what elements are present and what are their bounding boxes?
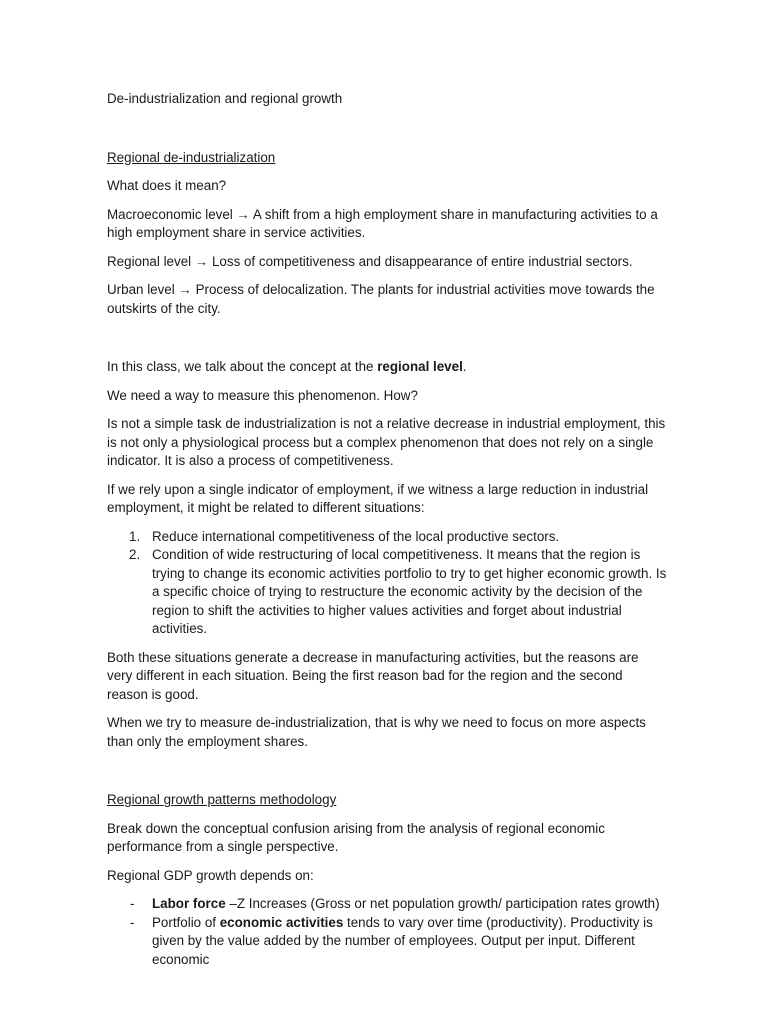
- list-number: 2.: [129, 547, 141, 562]
- regional-level-emphasis: regional level: [377, 359, 463, 374]
- macroeconomic-level-paragraph: [107, 206, 667, 243]
- single-indicator-paragraph: If we rely upon a single indicator of employment, if we witness a large reduction in industrial employment, it might be related to different situations:: [107, 481, 649, 515]
- arrow-icon: →: [194, 253, 209, 269]
- situations-list: [107, 528, 667, 639]
- macroeconomic-level-text: A shift from a high employment share in manufacturing activities to a high employment share in service activities.: [107, 206, 658, 240]
- list-item: [107, 528, 667, 547]
- question-text: What does it mean?: [107, 178, 227, 193]
- macroeconomic-level-label: Macroeconomic level: [107, 206, 233, 222]
- regional-level-text: Loss of competitiveness and disappearance of entire industrial sectors.: [211, 253, 633, 269]
- list-item-prefix: Portfolio of: [152, 914, 220, 930]
- not-simple-paragraph: Is not a simple task de industrialization is not a relative decrease in industrial employment, this is not only a physiological process but a complex phenomenon that does not rely on a single indicator. It is also a process of competitiveness.: [107, 416, 666, 468]
- document-title: De-industrialization and regional growth: [107, 91, 343, 106]
- regional-level-label: Regional level: [107, 253, 192, 269]
- list-item: [107, 914, 667, 970]
- list-number: 1.: [129, 528, 141, 544]
- list-item-text: Condition of wide restructuring of local competitiveness. It means that the region is trying to change its economic activities portfolio to try to get higher economic growth. Is a specific choice of trying to restructure the economic activity by the decision of the region to shift the activities to higher values activities and forget about industrial activities.: [152, 547, 667, 636]
- gdp-paragraph: Regional GDP growth depends on:: [107, 867, 314, 883]
- when-measure-paragraph: When we try to measure de-industrialization, that is why we need to focus on more aspects than only the employment shares.: [107, 715, 646, 749]
- class-concept-period: .: [462, 359, 467, 374]
- urban-level-label: Urban level: [107, 282, 175, 297]
- measure-paragraph: We need a way to measure this phenomenon. How?: [107, 387, 418, 403]
- arrow-icon: →: [236, 206, 250, 222]
- regional-level-paragraph: [107, 253, 667, 272]
- list-item: [107, 895, 667, 914]
- gdp-factors-list: [107, 895, 667, 969]
- list-item: [107, 546, 667, 639]
- list-item-text: –Z Increases (Gross or net population growth/ participation rates growth): [225, 896, 660, 911]
- economic-activities-emphasis: economic activities: [219, 914, 344, 930]
- section-heading-regional-deindustrialization: Regional de-industrialization: [107, 149, 276, 165]
- breakdown-paragraph: Break down the conceptual confusion arising from the analysis of regional economic performance from a single perspective.: [107, 820, 605, 854]
- both-situations-paragraph: Both these situations generate a decrease in manufacturing activities, but the reasons are very different in each situation. Being the first reason bad for the region and the second reason is good.: [107, 649, 639, 702]
- labor-force-emphasis: Labor force: [152, 896, 226, 911]
- list-item-text: Reduce international competitiveness of the local productive sectors.: [152, 528, 560, 544]
- section-heading-regional-growth: Regional growth patterns methodology: [107, 792, 337, 807]
- urban-level-paragraph: [107, 281, 667, 318]
- class-concept-paragraph: [107, 358, 667, 377]
- arrow-icon: →: [178, 282, 192, 297]
- class-concept-text: In this class, we talk about the concept at the: [107, 359, 378, 374]
- urban-level-text: Process of delocalization. The plants for industrial activities move towards the outskirts of the city.: [107, 282, 655, 316]
- document-body: [107, 90, 667, 969]
- dash-bullet: -: [130, 914, 135, 930]
- dash-bullet: -: [130, 896, 135, 911]
- list-item-text: tends to vary over time (productivity). Productivity is given by the value added by the number of employees. Output per input. Different economic: [152, 914, 653, 967]
